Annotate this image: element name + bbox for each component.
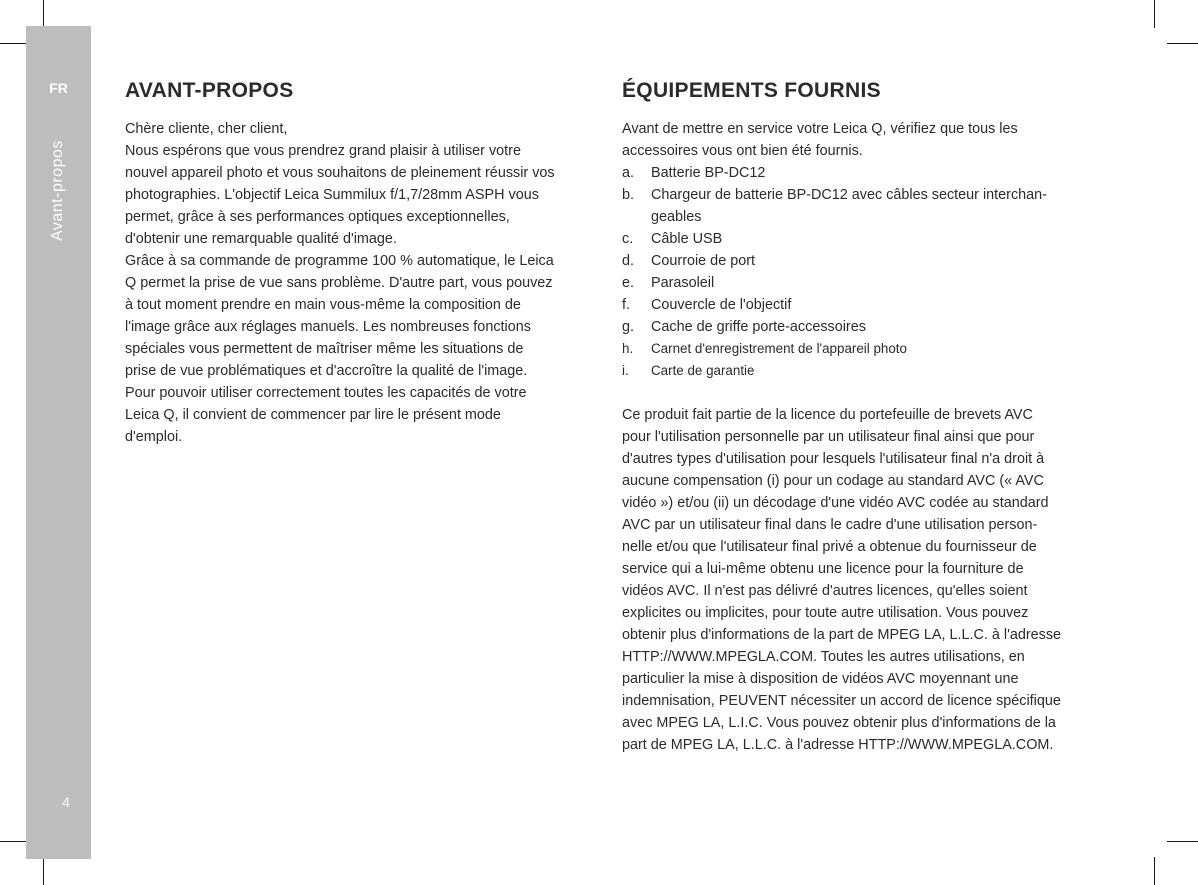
list-item-text: Couvercle de l'objectif bbox=[651, 297, 792, 313]
foreword-line: d'obtenir une remarquable qualité d'image. bbox=[125, 231, 397, 247]
license-text bbox=[622, 404, 1092, 756]
crop-mark bbox=[1167, 841, 1198, 842]
page-number: 4 bbox=[62, 794, 70, 810]
list-marker: c. bbox=[622, 231, 634, 247]
foreword-line: Grâce à sa commande de programme 100 % automatique, le Leica bbox=[125, 253, 554, 269]
list-item-text: geables bbox=[651, 209, 702, 225]
list-item-text: Carte de garantie bbox=[651, 363, 755, 378]
foreword-line: nouvel appareil photo et vous souhaitons de pleinement réussir vos bbox=[125, 165, 555, 181]
crop-mark bbox=[1154, 857, 1155, 885]
section-label: Avant-propos bbox=[49, 140, 66, 241]
foreword-line: photographies. L'objectif Leica Summilux f/1,7/28mm ASPH vous bbox=[125, 187, 539, 203]
list-item bbox=[622, 162, 1092, 184]
crop-mark bbox=[1167, 43, 1198, 44]
license-line: explicites ou implicites, pour toute autre utilisation. Vous pouvez bbox=[622, 605, 1029, 621]
crop-mark bbox=[43, 857, 44, 885]
list-marker: f. bbox=[622, 297, 630, 313]
foreword-title: AVANT-PROPOS bbox=[125, 79, 294, 102]
sidebar bbox=[26, 26, 91, 859]
foreword-line: l'image grâce aux réglages manuels. Les nombreuses fonctions bbox=[125, 319, 531, 335]
foreword-line: Q permet la prise de vue sans problème. D'autre part, vous pouvez bbox=[125, 275, 553, 291]
list-item bbox=[622, 360, 1092, 382]
foreword-line: prise de vue problématiques et d'accroître la qualité de l'image. bbox=[125, 363, 528, 379]
equipment-title: ÉQUIPEMENTS FOURNIS bbox=[622, 79, 881, 102]
foreword-line: Nous espérons que vous prendrez grand plaisir à utiliser votre bbox=[125, 143, 521, 159]
license-line: avec MPEG LA, L.I.C. Vous pouvez obtenir plus d'informations de la bbox=[622, 715, 1056, 731]
foreword-line: Chère cliente, cher client, bbox=[125, 121, 288, 137]
list-item-text: Cache de griffe porte-accessoires bbox=[651, 319, 866, 335]
language-tag: FR bbox=[49, 80, 68, 96]
list-marker: b. bbox=[622, 187, 635, 203]
list-item-text: Batterie BP-DC12 bbox=[651, 165, 766, 181]
list-marker: i. bbox=[622, 363, 629, 378]
intro-line: Avant de mettre en service votre Leica Q, vérifiez que tous les bbox=[622, 121, 1018, 137]
license-line: part de MPEG LA, L.L.C. à l'adresse HTTP://WWW.MPEGLA.COM. bbox=[622, 737, 1054, 753]
foreword-line: Leica Q, il convient de commencer par lire le présent mode bbox=[125, 407, 501, 423]
crop-mark bbox=[43, 0, 44, 28]
list-item-text: Chargeur de batterie BP-DC12 avec câbles secteur interchan- bbox=[651, 187, 1047, 203]
list-item bbox=[622, 228, 1092, 250]
license-line: indemnisation, PEUVENT nécessiter un accord de licence spécifique bbox=[622, 693, 1061, 709]
equipment-intro bbox=[622, 118, 1092, 162]
list-item-text: Parasoleil bbox=[651, 275, 715, 291]
list-marker: d. bbox=[622, 253, 635, 269]
license-line: aucune compensation (i) pour un codage au standard AVC (« AVC bbox=[622, 473, 1044, 489]
list-marker: g. bbox=[622, 319, 635, 335]
list-item bbox=[622, 250, 1092, 272]
license-line: Ce produit fait partie de la licence du portefeuille de brevets AVC bbox=[622, 407, 1033, 423]
list-marker: h. bbox=[622, 341, 634, 356]
crop-mark bbox=[0, 841, 28, 842]
foreword-line: à tout moment prendre en main vous-même la composition de bbox=[125, 297, 521, 313]
list-marker: e. bbox=[622, 275, 635, 291]
license-line: service qui a lui-même obtenu une licence pour la fourniture de bbox=[622, 561, 1024, 577]
list-item bbox=[622, 294, 1092, 316]
list-marker: a. bbox=[622, 165, 635, 181]
foreword-column bbox=[125, 78, 595, 448]
crop-mark bbox=[1154, 0, 1155, 28]
foreword-line: permet, grâce à ses performances optiques exceptionnelles, bbox=[125, 209, 510, 225]
license-line: vidéos AVC. Il n'est pas délivré d'autres licences, qu'elles soient bbox=[622, 583, 1028, 599]
list-item bbox=[622, 316, 1092, 338]
intro-line: accessoires vous ont bien été fournis. bbox=[622, 143, 863, 159]
list-item bbox=[622, 184, 1092, 228]
list-item-text: Courroie de port bbox=[651, 253, 755, 269]
list-item-text: Câble USB bbox=[651, 231, 723, 247]
license-line: nelle et/ou que l'utilisateur final privé a obtenue du fournisseur de bbox=[622, 539, 1037, 555]
license-line: particulier la mise à disposition de vidéos AVC moyennant une bbox=[622, 671, 1019, 687]
foreword-line: spéciales vous permettent de maîtriser même les situations de bbox=[125, 341, 524, 357]
list-item bbox=[622, 272, 1092, 294]
foreword-line: Pour pouvoir utiliser correctement toutes les capacités de votre bbox=[125, 385, 527, 401]
spacer bbox=[622, 382, 1092, 404]
license-line: d'autres types d'utilisation pour lesquels l'utilisateur final n'a droit à bbox=[622, 451, 1045, 467]
list-item-text: Carnet d'enregistrement de l'appareil photo bbox=[651, 341, 907, 356]
license-line: obtenir plus d'informations de la part de MPEG LA, L.L.C. à l'adresse bbox=[622, 627, 1062, 643]
equipment-column bbox=[622, 78, 1092, 756]
license-line: vidéo ») et/ou (ii) un décodage d'une vidéo AVC codée au standard bbox=[622, 495, 1049, 511]
crop-mark bbox=[0, 43, 28, 44]
list-item bbox=[622, 338, 1092, 360]
license-line: AVC par un utilisateur final dans le cadre d'une utilisation person- bbox=[622, 517, 1038, 533]
foreword-line: d'emploi. bbox=[125, 429, 183, 445]
license-line: HTTP://WWW.MPEGLA.COM. Toutes les autres utilisations, en bbox=[622, 649, 1025, 665]
equipment-list bbox=[622, 162, 1092, 382]
foreword-text bbox=[125, 118, 595, 448]
license-line: pour l'utilisation personnelle par un utilisateur final ainsi que pour bbox=[622, 429, 1035, 445]
